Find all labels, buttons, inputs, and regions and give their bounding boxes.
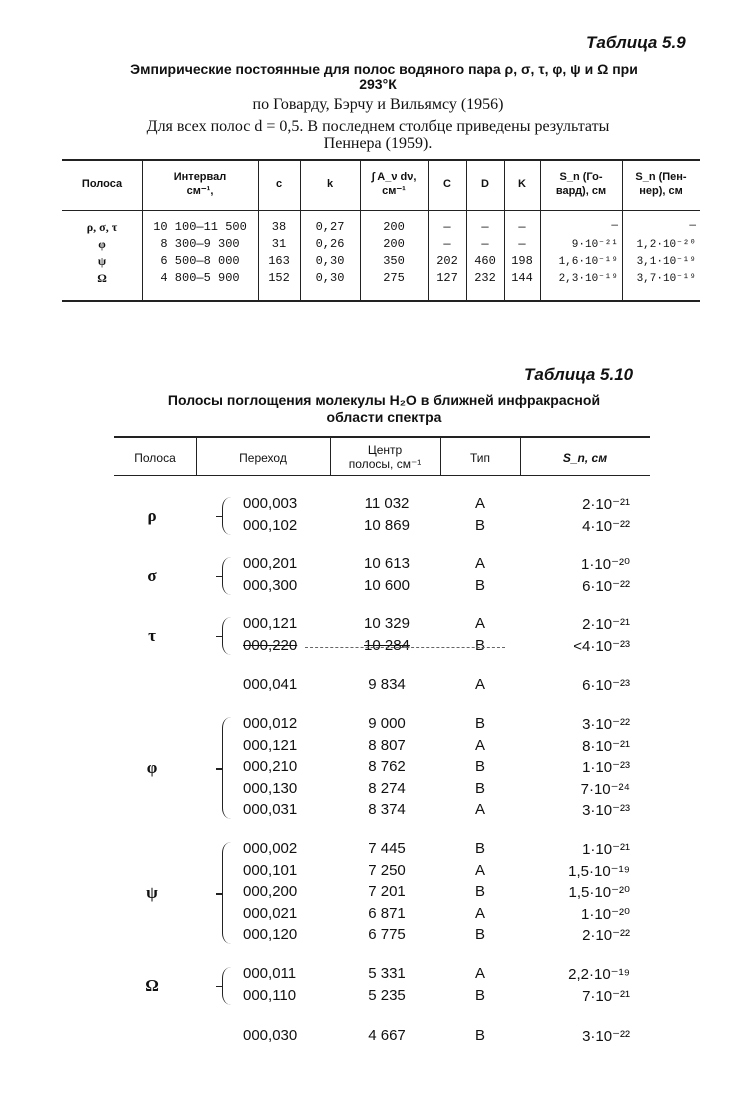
- table2-group-brace-point: [216, 986, 222, 988]
- table2-cell-sn: 8·10⁻²¹: [582, 737, 630, 755]
- table1-cell-integral: 200: [383, 220, 405, 234]
- table2-cell-type: A: [474, 615, 485, 632]
- table2-group-brace: [222, 842, 231, 944]
- table2-group-brace: [222, 717, 231, 819]
- table1-header-sp_2: нер), см: [639, 185, 683, 197]
- table1-cell-K: 144: [511, 271, 533, 285]
- table2-cell-center: 11 032: [364, 495, 410, 512]
- table2-cell-transition: 000,041: [243, 676, 298, 693]
- table1-cell-integral: 275: [383, 271, 405, 285]
- table1-bottom-rule: [62, 300, 700, 302]
- table1-cell-c: 163: [268, 254, 290, 268]
- table2-band-symbol: τ: [148, 625, 156, 645]
- table2-group-brace: [222, 967, 231, 1005]
- table2-cell-sn: 1·10⁻²⁰: [581, 905, 630, 923]
- table1-title-line2: 293°К: [359, 76, 397, 92]
- table2-cell-center: 10 329: [364, 615, 410, 632]
- table2-label: Таблица 5.10: [524, 365, 634, 384]
- table2-band-symbol: φ: [146, 758, 158, 777]
- table2-cell-type: B: [474, 1027, 485, 1044]
- table2-cell-sn: 1·10⁻²⁰: [581, 556, 630, 573]
- table2-band-symbol: ψ: [146, 883, 158, 902]
- table2-cell-center: 10 284: [364, 636, 410, 654]
- table1-cell-integral: 200: [383, 237, 405, 251]
- table2-cell-transition: 000,012: [243, 715, 298, 732]
- table2-cell-type: B: [474, 883, 485, 900]
- table2-cell-center: 9 834: [368, 676, 406, 693]
- table1-header-interval_2: см⁻¹,: [186, 185, 214, 197]
- table2-cell-sn: 1·10⁻²¹: [582, 841, 630, 858]
- table2-cell-transition: 000,210: [243, 758, 298, 775]
- table2-cell-type: B: [474, 779, 485, 797]
- table2-cell-sn: 2·10⁻²¹: [582, 496, 630, 513]
- table2-cell-sn: 3·10⁻²³: [582, 802, 630, 819]
- table2-cell-type: A: [474, 904, 485, 922]
- table1-cell-D: —: [481, 237, 489, 251]
- table2-header-transition: Переход: [239, 451, 287, 465]
- table2-cell-type: B: [474, 636, 485, 654]
- table1-subtitle: по Говарду, Бэрчу и Вильямсу (1956): [252, 96, 504, 113]
- table2-header-sn: S_n, см: [562, 451, 608, 465]
- table2-group-brace-point: [216, 516, 222, 518]
- table1-cell-C: —: [443, 220, 451, 234]
- table1-cell-interval: 8 300—9 300: [160, 237, 240, 251]
- table2-group-brace-point: [216, 893, 222, 895]
- table1-header-rule: [62, 210, 700, 211]
- table2-cell-transition: 000,031: [243, 801, 298, 818]
- table2-cell-type: A: [474, 736, 485, 754]
- table2-cell-type: A: [474, 801, 485, 818]
- table1-cell-C: 202: [436, 254, 458, 268]
- table1-cell-K: 198: [511, 254, 533, 268]
- table2-title-line2: области спектра: [326, 409, 442, 425]
- table1-cell-interval: 4 800—5 900: [160, 271, 240, 285]
- table1-cell-band: Ω: [97, 271, 107, 285]
- table2-cell-type: A: [474, 555, 485, 572]
- table2-cell-transition: 000,030: [243, 1027, 298, 1044]
- table2-cell-type: A: [474, 861, 485, 879]
- table1-note-line2: Пеннера (1959).: [323, 135, 433, 152]
- table1-header-integral_2: см⁻¹: [382, 185, 406, 197]
- table1-header-integral_1: ∫ A_ν dν,: [371, 171, 417, 183]
- table2-cell-sn: 7·10⁻²⁴: [580, 780, 630, 798]
- table1-cell-k: 0,26: [315, 237, 345, 251]
- table2-cell-center: 10 869: [364, 516, 410, 534]
- table2-cell-center: 7 201: [368, 883, 406, 900]
- table1-cell-sp: 3,7·10⁻¹⁹: [636, 273, 696, 285]
- table1-top-rule: [62, 159, 700, 161]
- table2-header-rule: [114, 475, 650, 476]
- table2-cell-center: 8 274: [368, 779, 406, 797]
- table2-cell-sn: 1·10⁻²³: [582, 759, 630, 776]
- table2-cell-sn: 6·10⁻²²: [582, 577, 630, 595]
- table1-cell-c: 31: [271, 237, 287, 251]
- table2-strike-line: [305, 647, 505, 648]
- table1-cell-sh: 1,6·10⁻¹⁹: [558, 256, 618, 268]
- table2-cell-center: 6 775: [368, 926, 406, 943]
- table1-header-band: Полоса: [81, 178, 123, 190]
- table1-cell-sh: 9·10⁻²¹: [571, 239, 618, 251]
- table2-header-center: Центр: [367, 443, 403, 457]
- table2-group-brace: [222, 617, 231, 655]
- table2-cell-center: 10 600: [364, 576, 410, 594]
- table2-cell-transition: 000,130: [243, 779, 298, 797]
- table2-cell-sn: 1,5·10⁻²⁰: [568, 884, 630, 901]
- table1-cell-K: —: [518, 237, 526, 251]
- table1-cell-c: 38: [271, 220, 287, 234]
- table1-cell-C: —: [443, 237, 451, 251]
- table2-cell-center: 4 667: [368, 1027, 406, 1044]
- table1-cell-C: 127: [436, 271, 458, 285]
- table2-cell-center: 5 235: [368, 986, 406, 1004]
- table2-cell-type: B: [474, 576, 485, 594]
- table2-group-brace-point: [216, 636, 222, 638]
- table2-cell-transition: 000,011: [243, 965, 297, 982]
- table2-cell-sn: 7·10⁻²¹: [582, 987, 630, 1005]
- table1-cell-interval: 6 500—8 000: [160, 254, 240, 268]
- table2-cell-center: 9 000: [368, 715, 406, 732]
- table2-cell-type: B: [474, 926, 485, 943]
- table2-header-type: Тип: [469, 451, 490, 465]
- table2-band-symbol: ρ: [147, 505, 157, 525]
- table2-cell-type: B: [474, 715, 485, 732]
- table1-label: Таблица 5.9: [586, 33, 686, 52]
- table1-header-c: c: [275, 178, 283, 190]
- table2-group-brace-point: [216, 576, 222, 578]
- table2-cell-center: 8 762: [368, 758, 406, 775]
- table1-cell-D: —: [481, 220, 489, 234]
- table2-top-rule: [114, 436, 650, 438]
- table2-band-symbol: Ω: [145, 975, 159, 995]
- table1-header-k: k: [326, 178, 334, 190]
- table2-cell-sn: 4·10⁻²²: [582, 517, 630, 535]
- table2-cell-transition: 000,200: [243, 883, 298, 900]
- table2-cell-sn: <4·10⁻²³: [573, 637, 630, 655]
- table2-cell-transition: 000,220: [243, 636, 298, 654]
- table1-cell-k: 0,30: [315, 271, 345, 285]
- table1-header-C: C: [443, 178, 451, 190]
- table1-header-sh_2: вард), см: [555, 185, 607, 197]
- table2-cell-type: B: [474, 758, 485, 775]
- table2-cell-sn: 6·10⁻²³: [582, 677, 630, 694]
- table2-cell-center: 6 871: [368, 904, 406, 922]
- table2-group-brace: [222, 557, 231, 595]
- table1-cell-band: φ: [98, 237, 106, 251]
- table2-cell-center: 8 807: [368, 736, 406, 754]
- table2-band-symbol: σ: [147, 565, 157, 585]
- table2-cell-sn: 2,2·10⁻¹⁹: [568, 966, 630, 983]
- table2-group-brace: [222, 497, 231, 535]
- table1-cell-interval: 10 100—11 500: [153, 220, 247, 234]
- table1-cell-c: 152: [268, 271, 290, 285]
- table1-cell-D: 460: [474, 254, 496, 268]
- table2-cell-center: 5 331: [368, 965, 406, 982]
- table1-cell-k: 0,30: [315, 254, 345, 268]
- table2-header-band: Полоса: [134, 451, 176, 465]
- table2-header-center-unit: полосы, см⁻¹: [348, 457, 422, 471]
- table2-cell-sn: 1,5·10⁻¹⁹: [568, 862, 630, 880]
- table2-cell-sn: 3·10⁻²²: [582, 1028, 630, 1045]
- table2-cell-transition: 000,121: [243, 736, 298, 754]
- table2-cell-type: B: [474, 516, 485, 534]
- table2-cell-sn: 2·10⁻²¹: [582, 616, 630, 633]
- table1-title-line1: Эмпирические постоянные для полос водяного пара ρ, σ, τ, φ, ψ и Ω при: [130, 61, 638, 77]
- table2-cell-transition: 000,110: [243, 986, 297, 1004]
- table2-cell-center: 7 250: [368, 861, 406, 879]
- table2-cell-type: A: [474, 965, 485, 982]
- table1-cell-sp: —: [689, 220, 696, 232]
- table1-cell-band: ψ: [97, 254, 107, 268]
- table2-cell-transition: 000,102: [243, 516, 298, 534]
- table1-header-sh_1: S_n (Го-: [559, 171, 603, 183]
- table2-cell-transition: 000,120: [243, 926, 298, 943]
- table1-cell-sp: 1,2·10⁻²⁰: [636, 239, 696, 251]
- table1-cell-integral: 350: [383, 254, 405, 268]
- table1-note-line1: Для всех полос d = 0,5. В последнем столбце приведены результаты: [146, 118, 610, 135]
- table2-cell-transition: 000,300: [243, 576, 298, 594]
- table2-cell-center: 7 445: [368, 840, 406, 857]
- table1-cell-k: 0,27: [315, 220, 345, 234]
- table2-cell-type: B: [474, 986, 485, 1004]
- table2-cell-type: B: [474, 840, 485, 857]
- table1-header-K: K: [518, 178, 526, 190]
- table2-cell-center: 10 613: [364, 555, 410, 572]
- table2-cell-transition: 000,021: [243, 904, 298, 922]
- table2-group-brace-point: [216, 768, 222, 770]
- table2-cell-sn: 3·10⁻²²: [582, 716, 630, 733]
- table2-cell-type: A: [474, 676, 485, 693]
- table1-header-sp_1: S_n (Пен-: [635, 171, 687, 183]
- table1-cell-sh: —: [611, 220, 618, 232]
- table2-cell-sn: 2·10⁻²²: [582, 927, 630, 944]
- table2-cell-transition: 000,003: [243, 495, 298, 512]
- table2-cell-center: 8 374: [368, 801, 406, 818]
- table1-cell-D: 232: [474, 271, 496, 285]
- table2-cell-transition: 000,002: [243, 840, 298, 857]
- table2-cell-transition: 000,101: [243, 861, 298, 879]
- table2-title-line1: Полосы поглощения молекулы H₂O в ближней инфракрасной: [167, 392, 601, 408]
- table1-cell-K: —: [518, 220, 526, 234]
- table2-cell-type: A: [474, 495, 485, 512]
- table1-header-D: D: [481, 178, 489, 190]
- table1-cell-sp: 3,1·10⁻¹⁹: [636, 256, 696, 268]
- table2-cell-transition: 000,201: [243, 555, 298, 572]
- table1-header-interval_1: Интервал: [173, 171, 227, 183]
- table1-cell-sh: 2,3·10⁻¹⁹: [558, 273, 618, 285]
- table2-cell-transition: 000,121: [243, 615, 298, 632]
- table1-cell-band: ρ, σ, τ: [86, 220, 118, 234]
